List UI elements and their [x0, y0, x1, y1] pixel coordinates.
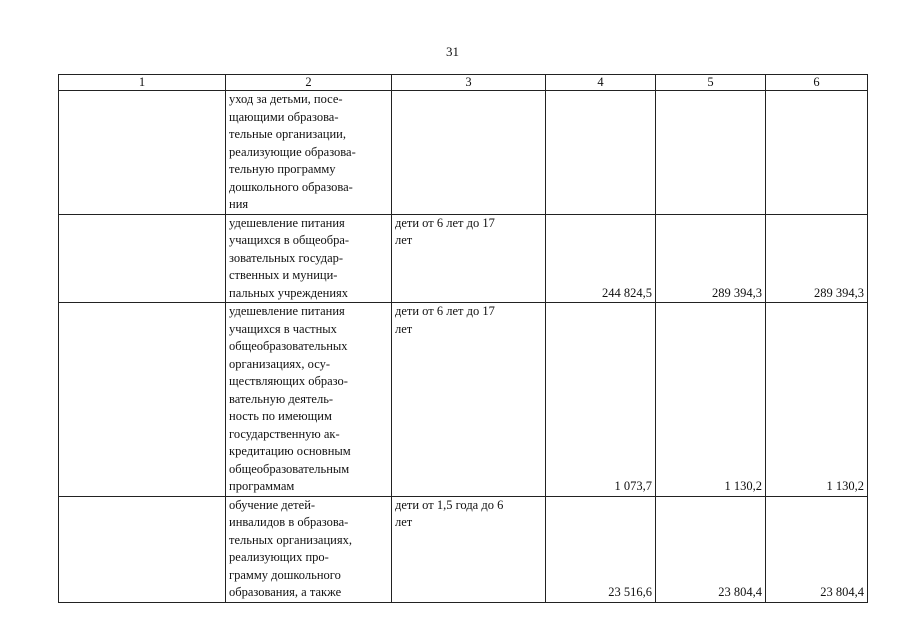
cell-value-4: [546, 91, 656, 215]
table-header-row: [59, 75, 868, 91]
column-header-4: 4: [546, 75, 656, 91]
cell-value-6: 1 130,2: [766, 303, 868, 497]
cell-col1: [59, 214, 226, 303]
cell-recipients: дети от 6 лет до 17 лет: [392, 214, 546, 303]
cell-value-4: 1 073,7: [546, 303, 656, 497]
cell-col1: [59, 91, 226, 215]
cell-value-5: 23 804,4: [656, 496, 766, 602]
cell-value-6: [766, 91, 868, 215]
cell-description: удешевление питания учащихся в частных общеобразовательных организациях, осу- ществляющих образо- вательную деятель- ность по имеющим государственную ак- кредитацию основным общеобразовательным программам: [226, 303, 392, 497]
cell-value-4: 23 516,6: [546, 496, 656, 602]
cell-value-5: [656, 91, 766, 215]
column-header-3: 3: [392, 75, 546, 91]
table-row: [59, 91, 868, 215]
cell-value-6: 289 394,3: [766, 214, 868, 303]
column-header-1: 1: [59, 75, 226, 91]
column-header-2: 2: [226, 75, 392, 91]
cell-recipients: [392, 91, 546, 215]
table-row: [59, 303, 868, 497]
cell-description: обучение детей- инвалидов в образова- тельных организациях, реализующих про- грамму дошкольного образования, а также: [226, 496, 392, 602]
cell-recipients: дети от 6 лет до 17 лет: [392, 303, 546, 497]
page-number: 31: [446, 44, 459, 59]
cell-value-6: 23 804,4: [766, 496, 868, 602]
cell-value-5: 289 394,3: [656, 214, 766, 303]
budget-table: [58, 74, 868, 603]
cell-recipients: дети от 1,5 года до 6 лет: [392, 496, 546, 602]
cell-col1: [59, 496, 226, 602]
cell-description: уход за детьми, посе- щающими образова- тельные организации, реализующие образова- тельную программу дошкольного образова- ния: [226, 91, 392, 215]
cell-col1: [59, 303, 226, 497]
cell-description: удешевление питания учащихся в общеобра- зовательных государ- ственных и муници- пальных учреждениях: [226, 214, 392, 303]
cell-value-4: 244 824,5: [546, 214, 656, 303]
table-row: [59, 496, 868, 602]
column-header-5: 5: [656, 75, 766, 91]
cell-value-5: 1 130,2: [656, 303, 766, 497]
table-row: [59, 214, 868, 303]
column-header-6: 6: [766, 75, 868, 91]
